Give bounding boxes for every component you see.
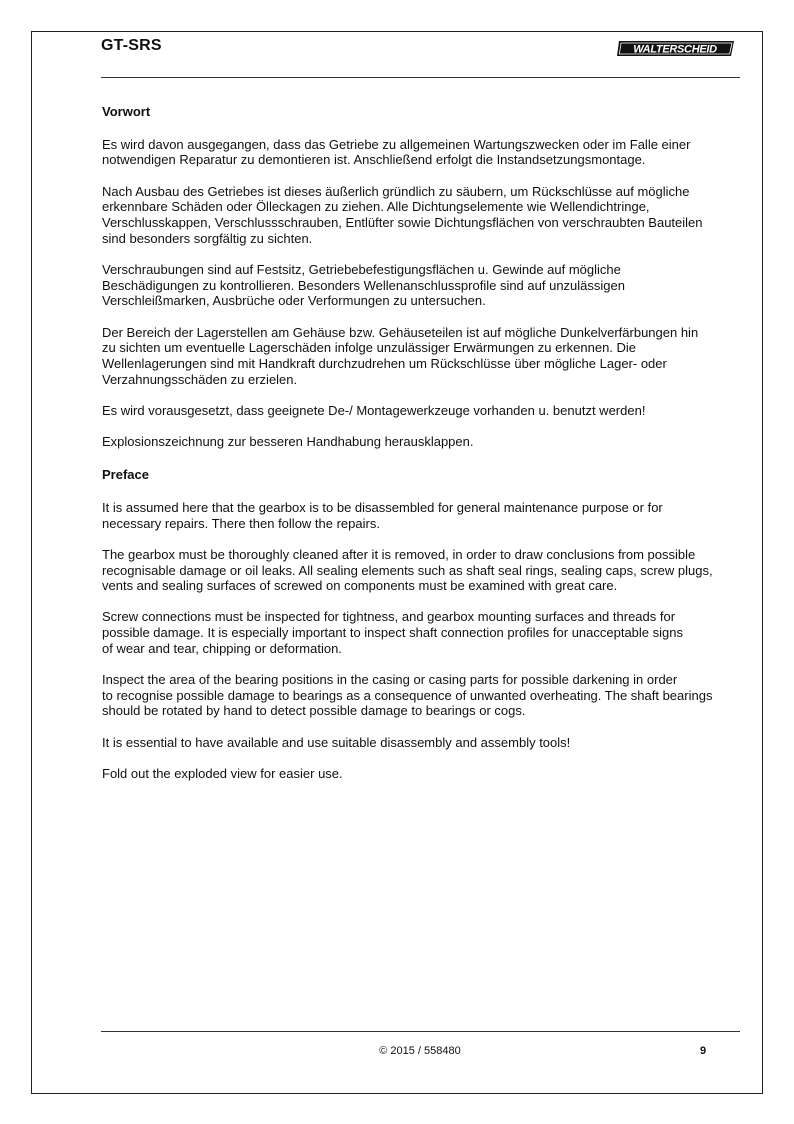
text-line: Nach Ausbau des Getriebes ist dieses äußerlich gründlich zu säubern, um Rückschlüsse auf mögliche [102,183,690,199]
paragraph [102,500,742,531]
paragraph [102,766,742,782]
paragraph [102,672,742,719]
text-line: Wellenlagerungen sind mit Handkraft durchzudrehen um Rückschlüsse über mögliche Lager- oder [102,355,667,371]
text-line: Der Bereich der Lagerstellen am Gehäuse bzw. Gehäuseteilen ist auf mögliche Dunkelverfärbungen hin [102,324,699,340]
header-divider [101,77,740,78]
section-vorwort [102,104,742,450]
paragraph [102,434,742,450]
text-line: notwendigen Reparatur zu demontieren ist. Anschließend erfolgt die Instandsetzungsmontage. [102,152,646,168]
text-line: necessary repairs. There then follow the repairs. [102,515,380,531]
text-line: zu sichten um eventuelle Lagerschäden infolge unzulässiger Erwärmungen zu erkennen. Die [102,340,637,356]
paragraph [102,609,742,656]
text-line: should be rotated by hand to detect possible damage to bearings or cogs. [102,703,526,719]
text-line: of wear and tear, chipping or deformation. [102,640,342,656]
text-line: to recognise possible damage to bearings as a consequence of unwanted overheating. The shaft bearings [102,687,713,703]
paragraph [102,325,742,388]
text-line: Verschlusskappen, Verschlussschrauben, Entlüfter sowie Dichtungsflächen von verschraubten Bauteilen [102,215,703,231]
text-line: Verschleißmarken, Ausbrüche oder Verformungen zu untersuchen. [102,293,486,309]
text-line: Inspect the area of the bearing positions in the casing or casing parts for possible darkening in order [102,672,678,688]
text-line: recognisable damage or oil leaks. All sealing elements such as shaft seal rings, sealing caps, screw plugs, [102,562,713,578]
text-line: sind besonders sorgfältig zu sichten. [102,230,313,246]
text-line: Explosionszeichnung zur besseren Handhabung herausklappen. [102,434,474,450]
text-line: Verzahnungsschäden zu erzielen. [102,371,298,387]
svg-text:WALTERSCHEID: WALTERSCHEID [633,43,717,56]
paragraph [102,735,742,751]
paragraph [102,137,742,168]
text-line: erkennbare Schäden oder Ölleckagen zu ziehen. Alle Dichtungselemente wie Wellendichtringe, [102,199,650,215]
paragraph [102,184,742,247]
text-line: Es wird vorausgesetzt, dass geeignete De-/ Montagewerkzeuge vorhanden u. benutzt werden! [102,402,646,418]
text-line: vents and sealing surfaces of screwed on components must be examined with great care. [102,578,618,594]
page-number: 9 [700,1045,707,1057]
text-line: It is assumed here that the gearbox is to be disassembled for general maintenance purpose or for [102,499,663,515]
text-line: Screw connections must be inspected for tightness, and gearbox mounting surfaces and threads for [102,609,676,625]
walterscheid-logo [617,38,736,58]
text-line: Fold out the exploded view for easier use. [102,765,343,781]
section-heading: Preface [102,467,149,483]
text-line: Verschraubungen sind auf Festsitz, Getriebebefestigungsflächen u. Gewinde auf mögliche [102,261,621,277]
text-line: Beschädigungen zu kontrollieren. Besonders Wellenanschlussprofile sind auf unzulässigen [102,277,625,293]
section-heading: Vorwort [102,104,151,119]
text-line: possible damage. It is especially important to inspect shaft connection profiles for unacceptable signs [102,625,683,641]
section-preface [102,467,742,781]
document-code: GT-SRS [101,37,162,54]
paragraph [102,403,742,419]
text-line: The gearbox must be thoroughly cleaned after it is removed, in order to draw conclusions from possible [102,546,696,562]
copyright-notice: © 2015 / 558480 [379,1045,461,1057]
document-body [102,104,742,797]
text-line: It is essential to have available and use suitable disassembly and assembly tools! [102,734,571,750]
text-line: Es wird davon ausgegangen, dass das Getriebe zu allgemeinen Wartungszwecken oder im Falle einer [102,136,691,152]
paragraph [102,262,742,309]
paragraph [102,547,742,594]
footer-divider [101,1031,740,1032]
